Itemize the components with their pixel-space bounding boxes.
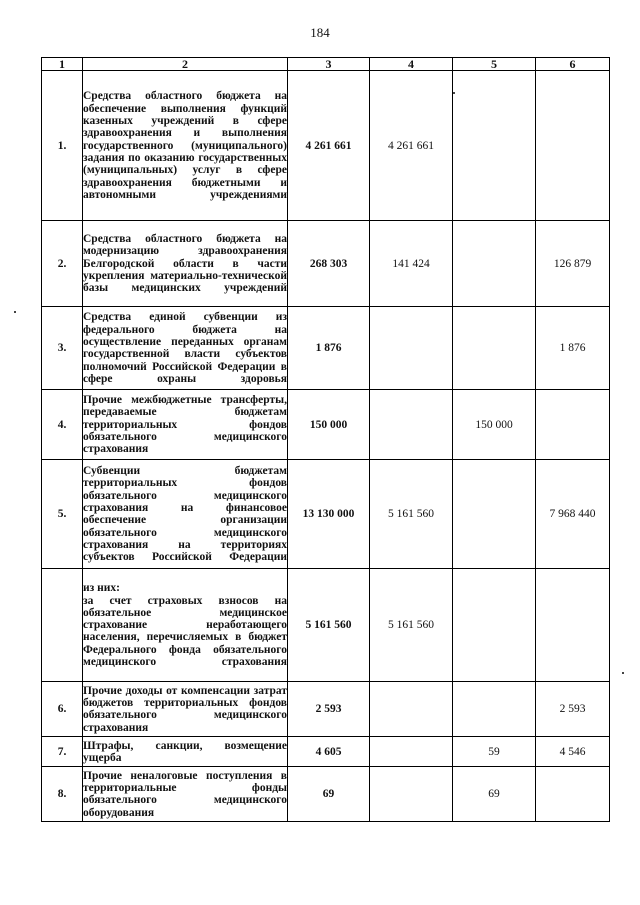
row-number: 8. [42,767,83,822]
row-number [42,569,83,682]
scan-speck [453,92,455,94]
cell-col5 [453,460,536,569]
cell-col5 [453,71,536,221]
cell-total: 2 593 [288,682,370,737]
table-header-row [42,58,610,71]
cell-col6: 1 876 [536,307,610,390]
cell-col6 [536,71,610,221]
cell-col5: 59 [453,737,536,767]
row-subheading: из них: [83,582,120,595]
row-number: 2. [42,221,83,307]
cell-col6: 2 593 [536,682,610,737]
table-row [42,767,610,822]
table-row [42,737,610,767]
column-header: 2 [83,58,288,71]
table-row [42,221,610,307]
row-description: Прочие доходы от компенсации затрат бюджетов территориальных фондов обязательного медицинского страхования [83,682,288,737]
cell-col4 [370,307,453,390]
row-number: 1. [42,71,83,221]
cell-col4: 4 261 661 [370,71,453,221]
cell-total: 4 261 661 [288,71,370,221]
row-description: Средства единой субвенции из федерального бюджета на осуществление переданных органам государственной власти субъектов полномочий Российской Федерации в сфере охраны здоровья [83,307,288,390]
cell-col6: 7 968 440 [536,460,610,569]
cell-col6 [536,390,610,460]
table-row [42,71,610,221]
scan-speck [622,672,624,674]
cell-col4 [370,767,453,822]
table-row [42,307,610,390]
cell-total: 268 303 [288,221,370,307]
table-row [42,569,610,682]
column-header: 1 [42,58,83,71]
cell-col4: 141 424 [370,221,453,307]
cell-col6 [536,767,610,822]
row-description: Средства областного бюджета на обеспечение выполнения функций казенных учреждений в сфере здравоохранения и выполнения государственного (муниципального) задания по оказанию государственных (муниципальных) услуг в сфере здравоохранения бюджетными и автономными учреждениями [83,71,288,221]
cell-col6: 126 879 [536,221,610,307]
cell-col4: 5 161 560 [370,569,453,682]
page-number: 184 [310,25,330,40]
row-description: Прочие неналоговые поступления в территориальные фонды обязательного медицинского оборудования [83,767,288,822]
column-header: 3 [288,58,370,71]
row-number: 4. [42,390,83,460]
row-number: 6. [42,682,83,737]
cell-col4 [370,682,453,737]
table-row [42,390,610,460]
cell-total: 4 605 [288,737,370,767]
cell-col5 [453,221,536,307]
cell-total: 5 161 560 [288,569,370,682]
cell-total: 13 130 000 [288,460,370,569]
column-header: 5 [453,58,536,71]
cell-col4 [370,390,453,460]
cell-col5: 150 000 [453,390,536,460]
cell-col5 [453,682,536,737]
row-description: Штрафы, санкции, возмещение ущерба [83,737,288,767]
row-description: Субвенции бюджетам территориальных фондов обязательного медицинского страхования на финансовое обеспечение организации обязательного медицинского страхования на территориях субъектов Российской Федерации [83,460,288,569]
column-header: 4 [370,58,453,71]
row-number: 3. [42,307,83,390]
cell-col4 [370,737,453,767]
row-description-text: за счет страховых взносов на обязательное медицинское страхование неработающего населения, перечисляемых в бюджет Федерального фонда обязательного медицинского страхования [83,594,287,669]
cell-col5: 69 [453,767,536,822]
row-number: 5. [42,460,83,569]
cell-total: 69 [288,767,370,822]
table-row [42,682,610,737]
row-description: Средства областного бюджета на модернизацию здравоохранения Белгородской области в части укрепления материально-технической базы медицинских учреждений [83,221,288,307]
cell-col5 [453,307,536,390]
row-description [83,569,288,682]
row-description: Прочие межбюджетные трансферты, передаваемые бюджетам территориальных фондов обязательного медицинского страхования [83,390,288,460]
cell-col6 [536,569,610,682]
cell-col6: 4 546 [536,737,610,767]
budget-revenue-table [41,57,610,822]
scan-speck [14,311,16,313]
cell-col4: 5 161 560 [370,460,453,569]
cell-total: 1 876 [288,307,370,390]
row-number: 7. [42,737,83,767]
cell-col5 [453,569,536,682]
column-header: 6 [536,58,610,71]
table-row [42,460,610,569]
cell-total: 150 000 [288,390,370,460]
